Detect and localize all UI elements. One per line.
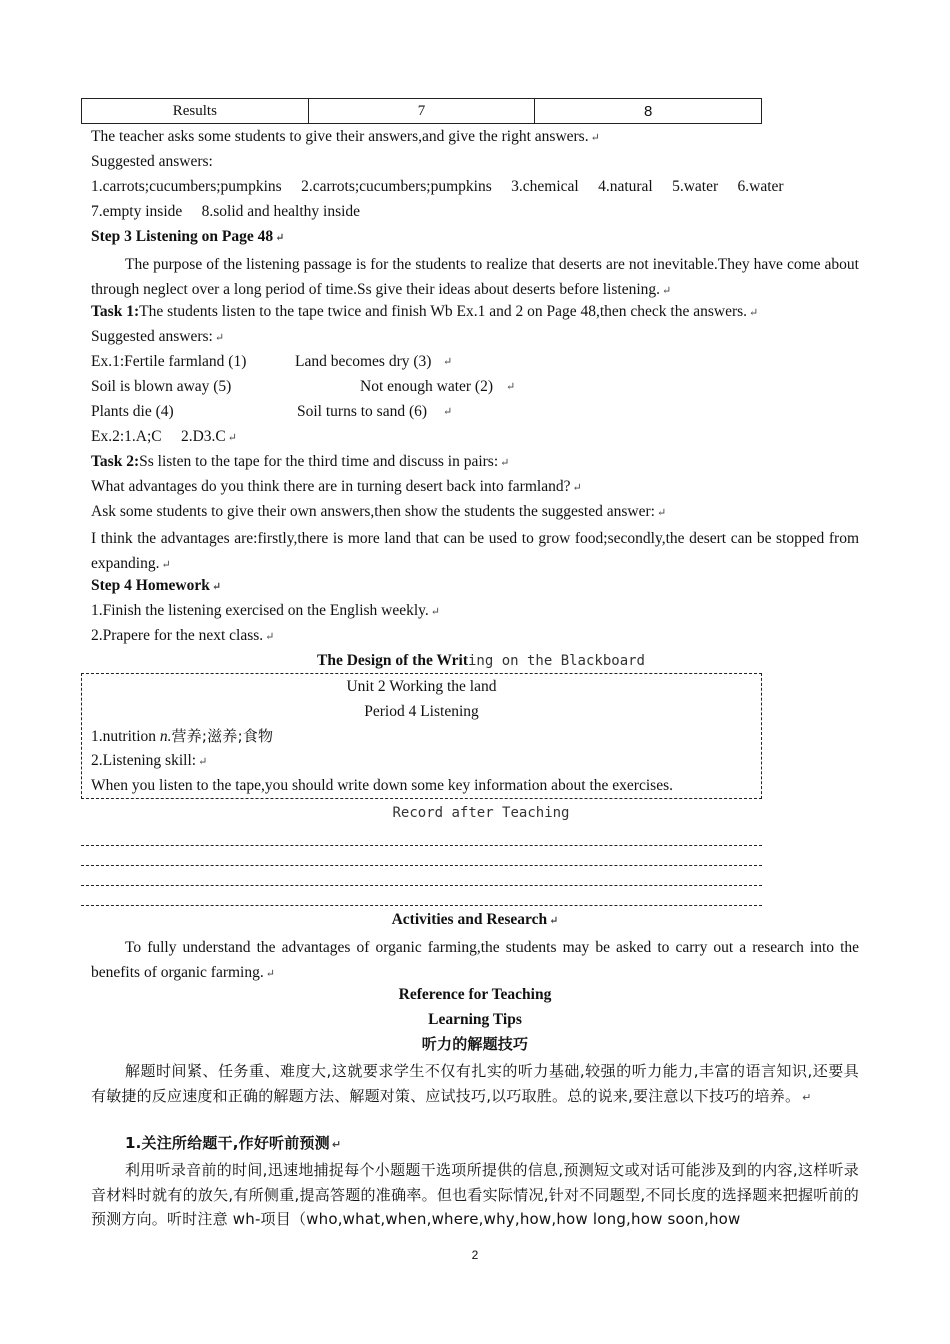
chinese-heading-1: 1.关注所给题干,作好听前预测 ↵ <box>125 1134 342 1152</box>
paragraph-mark-icon: ↵ <box>443 356 453 368</box>
think-paragraph: I think the advantages are:firstly,there is more land that can be used to grow food;secondly,the desert can be stopped from expanding. ↵ <box>91 530 859 572</box>
blackboard-nutrition: 1.nutrition n.营养;滋养;食物 <box>91 727 274 745</box>
paragraph-mark-icon: ↵ <box>656 507 667 519</box>
blackboard-period: Period 4 Listening <box>364 703 479 720</box>
paragraph-mark-icon: ↵ <box>749 307 759 319</box>
record-title: Record after Teaching <box>392 805 570 821</box>
paragraph-mark-icon: ↵ <box>443 406 453 418</box>
activities-paragraph: To fully understand the advantages of organic farming,the students may be asked to carry out a research into the benefits of organic farming. ↵ <box>91 939 859 981</box>
page-number: 2 <box>471 1248 479 1262</box>
step3-paragraph: The purpose of the listening passage is for the students to realize that deserts are not inevitable.They have come about through neglect over a long period of time.Ss give their ideas about deserts before listening. ↵ <box>91 256 859 298</box>
chinese-title: 听力的解题技巧 <box>421 1035 529 1053</box>
blackboard-unit: Unit 2 Working the land <box>346 678 497 695</box>
homework-2: 2.Prapere for the next class. ↵ <box>91 627 275 644</box>
paragraph-mark-icon: ↵ <box>500 457 510 469</box>
paragraph-mark-icon: ↵ <box>572 482 582 494</box>
ex2-line: Ex.2:1.A;C 2.D3.C ↵ <box>91 428 237 445</box>
suggested-label-2: Suggested answers: ↵ <box>91 328 225 345</box>
table-row <box>82 99 762 124</box>
chinese-paragraph-2: 利用听录音前的时间,迅速地捕捉每个小题题干选项所提供的信息,预测短文或对话可能涉及到的内容,这样听录音材料时就有的放矢,有所侧重,提高答题的准确率。但也看实际情况,针对不同题型,不同长度的选择题来把握听前的预测方向。听时注意 wh-项目（who,what,when,where,why,how,how long,how soon,how <box>91 1161 859 1228</box>
paragraph-mark-icon: ↵ <box>265 631 275 643</box>
blackboard-skill: 2.Listening skill: ↵ <box>91 752 208 769</box>
paragraph-mark-icon: ↵ <box>198 756 208 768</box>
question-line: What advantages do you think there are in turning desert back into farmland? ↵ <box>91 478 582 495</box>
blackboard-when: When you listen to the tape,you should write down some key information about the exercises. <box>91 777 673 794</box>
paragraph-mark-icon: ↵ <box>331 1138 342 1151</box>
paragraph-mark-icon: ↵ <box>802 1090 812 1104</box>
ex1-row-1: Ex.1:Fertile farmland (1) Land becomes dry (3) ↵ <box>91 353 453 370</box>
answers-line-1: 1.carrots;cucumbers;pumpkins 2.carrots;cucumbers;pumpkins 3.chemical 4.natural 5.water 6.water <box>91 178 784 195</box>
blackboard-design-title: The Design of the Writing on the Blackboard <box>317 652 645 669</box>
table-cell-7: 7 <box>308 99 535 124</box>
paragraph-mark-icon: ↵ <box>211 581 222 593</box>
step4-title: Step 4 Homework ↵ <box>91 577 222 594</box>
paragraph-mark-icon: ↵ <box>430 606 441 618</box>
paragraph-mark-icon: ↵ <box>506 381 516 393</box>
paragraph-mark-icon: ↵ <box>161 559 171 571</box>
ask-line: Ask some students to give their own answers,then show the students the suggested answer: ↵ <box>91 503 667 520</box>
table-cell-8: 8 <box>535 99 762 124</box>
homework-1: 1.Finish the listening exercised on the English weekly. ↵ <box>91 602 441 619</box>
paragraph-mark-icon: ↵ <box>590 132 600 144</box>
paragraph-mark-icon: ↵ <box>227 432 237 444</box>
task1-line: Task 1:The students listen to the tape twice and finish Wb Ex.1 and 2 on Page 48,then check the answers. ↵ <box>91 303 759 320</box>
paragraph-mark-icon: ↵ <box>275 232 285 244</box>
step3-title: Step 3 Listening on Page 48 ↵ <box>91 228 285 245</box>
chinese-paragraph-1: 解题时间紧、任务重、难度大,这就要求学生不仅有扎实的听力基础,较强的听力能力,丰富的语言知识,还要具有敏捷的反应速度和正确的解题方法、解题对策、应试技巧,以巧取胜。总的说来,要注意以下技巧的培养。 ↵ <box>91 1062 859 1105</box>
suggested-label: Suggested answers: <box>91 153 213 170</box>
record-line <box>81 905 762 906</box>
record-line <box>81 865 762 866</box>
table-cell-results: Results <box>82 99 309 124</box>
record-line <box>81 845 762 846</box>
answers-line-2: 7.empty inside 8.solid and healthy inside <box>91 203 361 220</box>
paragraph-mark-icon: ↵ <box>265 968 275 980</box>
paragraph-mark-icon: ↵ <box>662 285 672 297</box>
paragraph-mark-icon: ↵ <box>214 332 225 344</box>
tips-title: Learning Tips <box>428 1011 522 1028</box>
reference-title: Reference for Teaching <box>398 986 552 1003</box>
record-line <box>81 885 762 886</box>
ex1-row-2: Soil is blown away (5) Not enough water (2) ↵ <box>91 378 516 395</box>
activities-title: Activities and Research ↵ <box>391 911 559 928</box>
results-table <box>81 98 762 124</box>
paragraph-mark-icon: ↵ <box>549 915 559 927</box>
task2-line: Task 2:Ss listen to the tape for the third time and discuss in pairs: ↵ <box>91 453 510 470</box>
teacher-line: The teacher asks some students to give their answers,and give the right answers. ↵ <box>91 128 600 145</box>
ex1-row-3: Plants die (4) Soil turns to sand (6) ↵ <box>91 403 453 420</box>
